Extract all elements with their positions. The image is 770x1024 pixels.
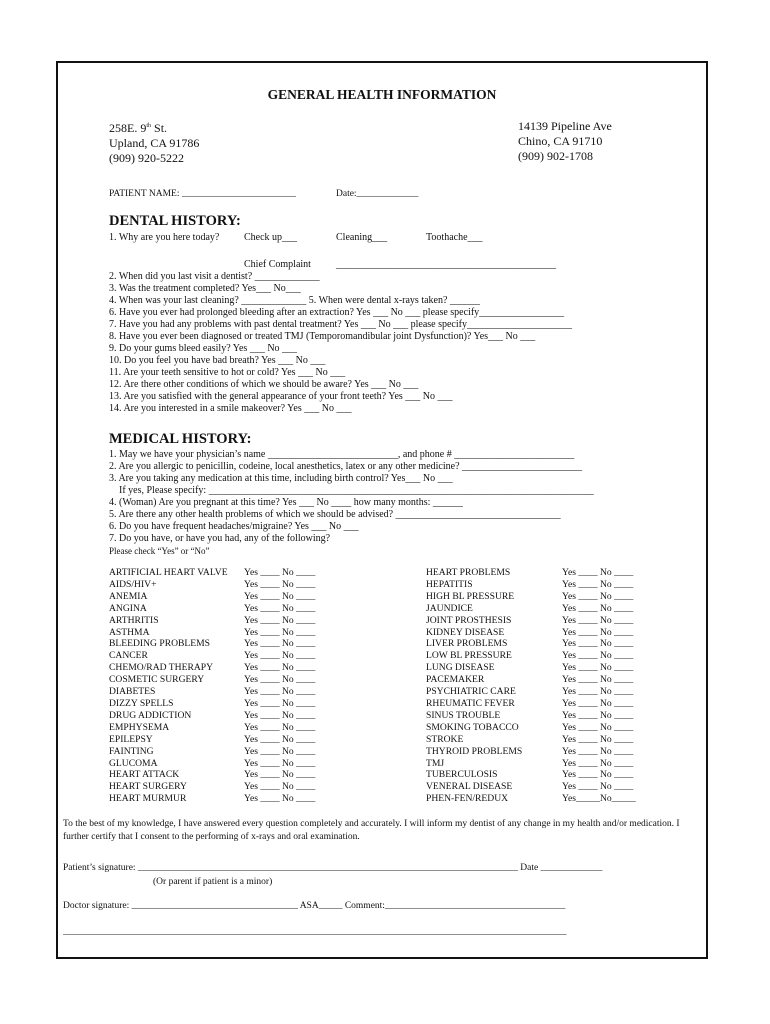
yes-no-field[interactable]: Yes ____ No ____ <box>562 578 634 590</box>
condition-name: PACEMAKER <box>426 674 485 686</box>
condition-name: SMOKING TOBACCO <box>426 721 519 733</box>
conditions-left-names <box>109 567 228 805</box>
yes-no-field[interactable]: Yes ____ No ____ <box>244 650 316 662</box>
condition-name: LIVER PROBLEMS <box>426 638 508 650</box>
yes-no-field[interactable]: Yes ____ No ____ <box>244 686 316 698</box>
address-left-city: Upland, CA 91786 <box>109 136 200 150</box>
condition-name: LOW BL PRESSURE <box>426 650 512 662</box>
yes-no-field[interactable]: Yes ____ No ____ <box>244 709 316 721</box>
address-left-phone: (909) 920-5222 <box>109 151 184 165</box>
condition-name: EMPHYSEMA <box>109 721 170 733</box>
medical-question[interactable]: 1. May we have your physician’s name __________________________, and phone # ________________________ <box>109 449 575 460</box>
yes-no-field[interactable]: Yes ____ No ____ <box>562 638 634 650</box>
condition-name: JAUNDICE <box>426 602 473 614</box>
address-right-city: Chino, CA 91710 <box>518 134 603 148</box>
condition-name: ARTHRITIS <box>109 614 159 626</box>
condition-name: STROKE <box>426 733 464 745</box>
yes-no-field[interactable]: Yes ____ No ____ <box>244 638 316 650</box>
yes-no-field[interactable]: Yes ____ No ____ <box>562 686 634 698</box>
dental-question[interactable]: 8. Have you ever been diagnosed or treated TMJ (Temporomandibular joint Dysfunction)? Yes___ No ___ <box>109 331 536 342</box>
condition-name: KIDNEY DISEASE <box>426 626 505 638</box>
condition-name: BLEEDING PROBLEMS <box>109 638 211 650</box>
condition-name: VENERAL DISEASE <box>426 781 513 793</box>
yes-no-field[interactable]: Yes ____ No ____ <box>244 578 316 590</box>
address-left <box>109 119 199 166</box>
conditions-right-names <box>426 567 522 805</box>
address-right-street: 14139 Pipeline Ave <box>518 119 612 133</box>
yes-no-field[interactable]: Yes ____ No ____ <box>244 793 316 805</box>
yes-no-field[interactable]: Yes ____ No ____ <box>244 590 316 602</box>
yes-no-field[interactable]: Yes ____ No ____ <box>244 614 316 626</box>
yes-no-field[interactable]: Yes ____ No ____ <box>562 781 634 793</box>
dental-question[interactable]: 4. When was your last cleaning? _____________ 5. When were dental x-rays taken? ______ <box>109 295 480 306</box>
yes-no-field[interactable]: Yes ____ No ____ <box>562 662 634 674</box>
yes-no-field[interactable]: Yes ____ No ____ <box>562 650 634 662</box>
doctor-signature-field[interactable]: Doctor signature: ___________________________________ ASA_____ Comment:______________________________________ <box>63 901 566 911</box>
condition-name: SINUS TROUBLE <box>426 709 501 721</box>
dental-question-1: 1. Why are you here today? <box>109 232 220 243</box>
yes-no-field[interactable]: Yes ____ No ____ <box>562 697 634 709</box>
condition-name: DIABETES <box>109 686 156 698</box>
yes-no-field[interactable]: Yes ____ No ____ <box>244 662 316 674</box>
yes-no-field[interactable]: Yes ____ No ____ <box>562 721 634 733</box>
condition-name: GLUCOMA <box>109 757 158 769</box>
dental-question[interactable]: 11. Are your teeth sensitive to hot or cold? Yes ___ No ___ <box>109 367 346 378</box>
dental-question-list <box>109 271 572 415</box>
yes-no-field[interactable]: Yes ____ No ____ <box>244 674 316 686</box>
dental-history-heading: DENTAL HISTORY: <box>109 213 241 229</box>
condition-name: ANEMIA <box>109 590 148 602</box>
yes-no-field[interactable]: Yes ____ No ____ <box>562 626 634 638</box>
condition-name: THYROID PROBLEMS <box>426 745 523 757</box>
yes-no-field[interactable]: Yes ____ No ____ <box>562 733 634 745</box>
comment-continuation-line[interactable]: __________________________________________________________________________________________________________ <box>63 927 567 937</box>
condition-name: HEART MURMUR <box>109 793 187 805</box>
address-right <box>518 119 612 164</box>
medical-question[interactable]: 3. Are you taking any medication at this time, including birth control? Yes___ No ___ <box>109 473 453 484</box>
yes-no-field[interactable]: Yes ____ No ____ <box>562 745 634 757</box>
condition-name: DIZZY SPELLS <box>109 697 174 709</box>
condition-name: TUBERCULOSIS <box>426 769 498 781</box>
condition-name: TMJ <box>426 757 445 769</box>
condition-name: COSMETIC SURGERY <box>109 674 205 686</box>
condition-name: HEPATITIS <box>426 578 473 590</box>
dental-question[interactable]: 13. Are you satisfied with the general appearance of your front teeth? Yes ___ No ___ <box>109 391 453 402</box>
patient-name-field[interactable]: PATIENT NAME: ________________________ <box>109 189 296 199</box>
medical-history-heading: MEDICAL HISTORY: <box>109 431 252 447</box>
conditions-right-yesno <box>562 567 636 805</box>
condition-name: HEART PROBLEMS <box>426 567 511 578</box>
dental-question[interactable]: 7. Have you had any problems with past dental treatment? Yes ___ No ___ please specify_____________________ <box>109 319 572 330</box>
dental-question[interactable]: 12. Are there other conditions of which we should be aware? Yes ___ No ___ <box>109 379 419 390</box>
medical-question[interactable]: If yes, Please specify: _____________________________________________________________________________ <box>109 485 594 496</box>
condition-name: HIGH BL PRESSURE <box>426 590 515 602</box>
medical-question[interactable]: 4. (Woman) Are you pregnant at this time? Yes ___ No ____ how many months: ______ <box>109 497 463 508</box>
yes-no-field[interactable]: Yes ____ No ____ <box>562 602 634 614</box>
yes-no-field[interactable]: Yes_____No_____ <box>562 793 636 805</box>
condition-name: LUNG DISEASE <box>426 662 495 674</box>
condition-name: FAINTING <box>109 745 154 757</box>
yes-no-field[interactable]: Yes ____ No ____ <box>562 614 634 626</box>
dental-question[interactable]: 2. When did you last visit a dentist? _____________ <box>109 271 320 282</box>
conditions-left-yesno <box>244 567 315 805</box>
condition-name: CHEMO/RAD THERAPY <box>109 662 214 674</box>
condition-name: PSYCHIATRIC CARE <box>426 686 516 698</box>
yes-no-field[interactable]: Yes ____ No ____ <box>562 769 634 781</box>
condition-name: HEART ATTACK <box>109 769 180 781</box>
condition-name: DRUG ADDICTION <box>109 709 192 721</box>
checkup-option[interactable]: Check up___ <box>244 232 298 243</box>
condition-name: PHEN-FEN/REDUX <box>426 793 509 805</box>
please-check-note: Please check “Yes” or “No” <box>109 546 210 556</box>
yes-no-field[interactable]: Yes ____ No ____ <box>562 709 634 721</box>
dental-question[interactable]: 14. Are you interested in a smile makeover? Yes ___ No ___ <box>109 403 352 414</box>
yes-no-field[interactable]: Yes ____ No ____ <box>562 567 634 578</box>
address-right-phone: (909) 902-1708 <box>518 149 593 163</box>
yes-no-field[interactable]: Yes ____ No ____ <box>244 769 316 781</box>
yes-no-field[interactable]: Yes ____ No ____ <box>562 674 634 686</box>
yes-no-field[interactable]: Yes ____ No ____ <box>562 590 634 602</box>
dental-question[interactable]: 6. Have you ever had prolonged bleeding after an extraction? Yes ___ No ___ please specify_________________ <box>109 307 565 318</box>
certification-text: To the best of my knowledge, I have answered every question completely and accurately. I will inform my dentist of any change in my health and/or medication. I further certify that I consent to the performing of x-rays and oral examination. <box>63 819 680 842</box>
yes-no-field[interactable]: Yes ____ No ____ <box>562 757 634 769</box>
patient-signature-field[interactable]: Patient’s signature: ________________________________________________________________________________ Date _____________ <box>63 863 603 873</box>
condition-name: HEART SURGERY <box>109 781 187 793</box>
toothache-option[interactable]: Toothache___ <box>426 232 483 243</box>
condition-name: JOINT PROSTHESIS <box>426 614 512 626</box>
yes-no-field[interactable]: Yes ____ No ____ <box>244 781 316 793</box>
parent-note: (Or parent if patient is a minor) <box>153 877 273 887</box>
dental-question[interactable]: 10. Do you feel you have bad breath? Yes ___ No ___ <box>109 355 326 366</box>
yes-no-field[interactable]: Yes ____ No ____ <box>244 602 316 614</box>
date-field[interactable]: Date:_____________ <box>336 189 419 199</box>
medical-question[interactable]: 5. Are there any other health problems of which we should be advised? _________________________________ <box>109 509 561 520</box>
cleaning-option[interactable]: Cleaning___ <box>336 232 388 243</box>
yes-no-field[interactable]: Yes ____ No ____ <box>244 733 316 745</box>
condition-name: RHEUMATIC FEVER <box>426 697 515 709</box>
condition-name: CANCER <box>109 650 148 662</box>
condition-name: ANGINA <box>109 602 147 614</box>
medical-question[interactable]: 7. Do you have, or have you had, any of the following? <box>109 533 331 544</box>
form-title: GENERAL HEALTH INFORMATION <box>267 87 497 102</box>
condition-name: ASTHMA <box>109 626 150 638</box>
condition-name: AIDS/HIV+ <box>109 578 157 590</box>
chief-complaint-field[interactable]: ____________________________________________ <box>336 259 556 270</box>
medical-question-list <box>109 449 594 557</box>
yes-no-field[interactable]: Yes ____ No ____ <box>244 745 316 757</box>
yes-no-field[interactable]: Yes ____ No ____ <box>244 721 316 733</box>
yes-no-field[interactable]: Yes ____ No ____ <box>244 626 316 638</box>
dental-question[interactable]: 9. Do your gums bleed easily? Yes ___ No ___ <box>109 343 298 354</box>
medical-question[interactable]: 6. Do you have frequent headaches/migraine? Yes ___ No ___ <box>109 521 359 532</box>
condition-name: ARTIFICIAL HEART VALVE <box>109 567 228 578</box>
address-left-street: 258E. 9th St. <box>109 121 168 135</box>
condition-name: EPILEPSY <box>109 733 153 745</box>
yes-no-field[interactable]: Yes ____ No ____ <box>244 697 316 709</box>
yes-no-field[interactable]: Yes ____ No ____ <box>244 567 316 578</box>
chief-complaint-label: Chief Complaint <box>244 259 311 270</box>
form-frame <box>56 61 708 959</box>
medical-question[interactable]: 2. Are you allergic to penicillin, codeine, local anesthetics, latex or any other medicine? ________________________ <box>109 461 583 472</box>
dental-question[interactable]: 3. Was the treatment completed? Yes___ No___ <box>109 283 301 294</box>
yes-no-field[interactable]: Yes ____ No ____ <box>244 757 316 769</box>
